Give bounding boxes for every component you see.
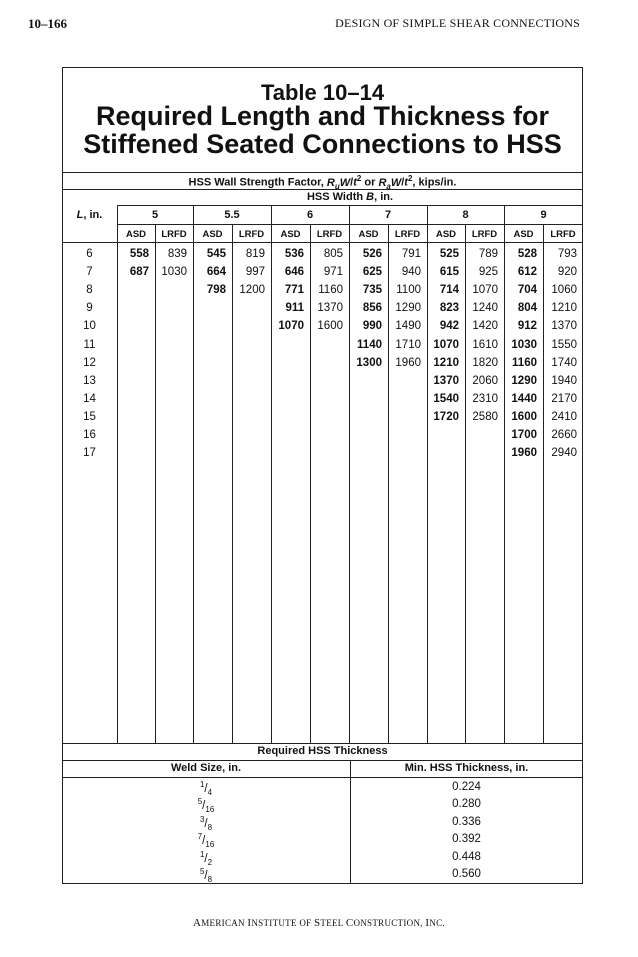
- min-thickness-value: 0.336: [452, 815, 481, 828]
- lrfd-value: 2170: [551, 392, 577, 405]
- sub-header-lrfd: LRFD: [161, 229, 187, 240]
- fraction-denominator: 8: [207, 822, 213, 832]
- asd-value: 545: [206, 248, 226, 260]
- lrfd-value: 2310: [472, 392, 498, 405]
- l-value: 6: [86, 248, 93, 260]
- asd-value: 528: [517, 248, 537, 260]
- lrfd-value: 1030: [161, 266, 187, 279]
- width-header-rule: [117, 205, 583, 206]
- lrfd-value: 1240: [472, 302, 498, 315]
- footer-text-part: A: [193, 917, 202, 929]
- lrfd-value: 1210: [551, 302, 577, 315]
- min-thickness-header: Min. HSS Thickness, in.: [404, 762, 529, 774]
- lrfd-value: 925: [478, 266, 498, 279]
- table-title-line-1: Required Length and Thickness for: [95, 101, 550, 131]
- data-bottom-rule: [62, 743, 583, 744]
- asd-value: 1070: [433, 338, 459, 351]
- sub-header-asd: ASD: [435, 229, 457, 240]
- lrfd-value: 1490: [395, 320, 421, 333]
- table-title-line-2: Stiffened Seated Connections to HSS: [83, 129, 562, 159]
- width-value: 5.5: [224, 209, 240, 221]
- footer-text-part: TEEL: [320, 918, 346, 928]
- fraction-denominator: 16: [205, 805, 215, 815]
- width-value: 7: [384, 209, 392, 221]
- lrfd-value: 1960: [395, 356, 421, 369]
- asd-value: 1030: [511, 338, 537, 351]
- lrfd-value: 2580: [472, 410, 498, 423]
- title-separator-rule: [62, 172, 583, 173]
- min-thickness-value: 0.560: [452, 868, 481, 880]
- lrfd-value: 1370: [317, 302, 343, 315]
- lrfd-value: 793: [557, 248, 577, 260]
- sub-header-asd: ASD: [513, 229, 534, 240]
- asd-value: 1960: [511, 447, 537, 460]
- asd-value: 1540: [433, 392, 459, 405]
- lrfd-value: 1600: [317, 320, 343, 333]
- lrfd-value: 1940: [551, 374, 577, 387]
- lrfd-value: 1610: [472, 338, 498, 351]
- fraction-denominator: 2: [207, 857, 213, 867]
- strength-factor-label: HSS Wall Strength Factor, $R_uW/t^2$ or $R_aW/t^2$, kips/in.: [188, 174, 457, 191]
- footer-text-part: NC.: [429, 918, 445, 928]
- column-rule: [117, 205, 118, 743]
- fraction-numerator: 7: [197, 832, 203, 842]
- asd-value: 1370: [433, 374, 459, 387]
- sub-header-asd: ASD: [358, 229, 379, 240]
- lrfd-value: 1820: [472, 356, 498, 369]
- l-value: 11: [83, 338, 96, 351]
- asd-value: 798: [206, 284, 226, 297]
- fraction-slash: /: [202, 835, 206, 848]
- l-value: 9: [86, 302, 93, 315]
- footer-text-part: C: [345, 917, 354, 929]
- width-value: 8: [462, 209, 469, 221]
- lrfd-value: 1290: [395, 302, 421, 315]
- l-value: 7: [86, 266, 93, 279]
- asd-value: 536: [284, 248, 304, 260]
- asd-value: 1700: [511, 429, 537, 441]
- footer-text-part: NSTITUTE OF: [251, 918, 314, 928]
- l-value: 8: [86, 284, 93, 297]
- fraction-numerator: 3: [199, 814, 205, 824]
- asd-value: 942: [439, 320, 459, 333]
- footer-text-part: S: [313, 917, 321, 929]
- width-value: 5: [151, 209, 159, 221]
- width-values-rule: [117, 224, 583, 225]
- table-number: Table 10–14: [260, 80, 385, 105]
- lrfd-value: 805: [323, 248, 343, 260]
- l-value: 15: [83, 410, 96, 423]
- asd-value: 558: [129, 248, 149, 260]
- lrfd-value: 1420: [472, 320, 498, 333]
- asd-value: 1440: [511, 392, 537, 405]
- asd-value: 1160: [512, 356, 537, 369]
- fraction-numerator: 1: [199, 780, 205, 789]
- sub-header-lrfd: LRFD: [394, 229, 421, 240]
- asd-value: 804: [517, 302, 537, 315]
- fraction-denominator: 8: [207, 875, 213, 885]
- lrfd-value: 1740: [551, 356, 577, 369]
- lrfd-value: 791: [401, 248, 421, 260]
- lrfd-value: 971: [323, 266, 343, 279]
- lrfd-value: 940: [401, 266, 421, 279]
- fraction-slash: /: [204, 817, 208, 830]
- footer-text-part: MERICAN: [201, 918, 248, 928]
- asd-value: 625: [362, 266, 382, 279]
- asd-value: 1140: [357, 338, 382, 351]
- min-thickness-value: 0.392: [452, 833, 481, 846]
- fraction-denominator: 16: [205, 840, 215, 850]
- l-value: 14: [83, 392, 96, 405]
- weld-size-fraction: [62, 797, 350, 814]
- footer-text-part: ONSTRUCTION,: [353, 918, 426, 928]
- lrfd-value: 1060: [551, 284, 577, 297]
- asd-value: 664: [206, 266, 226, 279]
- asd-value: 1300: [356, 356, 382, 369]
- weld-size-header: Weld Size, in.: [170, 762, 242, 774]
- lrfd-value: 819: [245, 248, 265, 260]
- lrfd-value: 1100: [396, 284, 421, 297]
- asd-value: 911: [285, 302, 304, 315]
- asd-value: 525: [439, 248, 459, 260]
- sub-header-lrfd: LRFD: [238, 229, 265, 240]
- lrfd-value: 1370: [551, 320, 577, 333]
- sub-header-lrfd: LRFD: [550, 229, 576, 240]
- lrfd-value: 2410: [551, 410, 577, 423]
- asd-value: 612: [517, 266, 537, 279]
- asd-value: 704: [517, 284, 537, 297]
- sub-header-lrfd: LRFD: [316, 229, 343, 240]
- lrfd-value: 920: [557, 266, 577, 279]
- asd-value: 615: [439, 266, 459, 279]
- lrfd-value: 1070: [472, 284, 498, 297]
- weld-size-fraction: [62, 832, 350, 849]
- column-rule: [232, 224, 233, 743]
- fraction-slash: /: [202, 800, 206, 813]
- lrfd-value: 1200: [239, 284, 265, 297]
- width-value: 9: [540, 209, 547, 221]
- asd-value: 856: [362, 302, 382, 315]
- l-value: 10: [83, 320, 96, 333]
- l-value: 13: [83, 374, 96, 387]
- fraction-slash: /: [204, 852, 208, 865]
- lrfd-value: 839: [167, 248, 187, 260]
- lrfd-value: 1550: [551, 338, 577, 351]
- min-thickness-value: 0.448: [452, 850, 481, 863]
- fraction-denominator: 4: [207, 788, 213, 798]
- l-value: 16: [83, 429, 96, 441]
- min-thickness-value: 0.280: [452, 798, 481, 811]
- l-value: 17: [83, 447, 96, 460]
- l-column-label: L, in.: [76, 209, 103, 221]
- running-head: DESIGN OF SIMPLE SHEAR CONNECTIONS: [335, 16, 580, 30]
- asd-value: 1290: [511, 374, 537, 387]
- fraction-numerator: 1: [199, 849, 205, 859]
- asd-value: 1210: [433, 356, 459, 369]
- footer-text-part: I: [247, 917, 252, 929]
- asd-value: 771: [284, 284, 304, 297]
- asd-value: 823: [439, 302, 459, 315]
- asd-value: 1070: [278, 320, 304, 333]
- asd-value: 526: [362, 248, 382, 260]
- min-thickness-value: 0.224: [452, 781, 481, 793]
- weld-size-fraction: [62, 867, 350, 884]
- thickness-header-rule: [62, 777, 583, 778]
- hss-width-label: HSS Width B, in.: [306, 191, 394, 203]
- sub-header-asd: ASD: [280, 229, 301, 240]
- lrfd-value: 2940: [551, 447, 577, 460]
- asd-value: 912: [517, 320, 537, 333]
- fraction-numerator: 5: [197, 797, 203, 807]
- table-title: [62, 102, 583, 158]
- sub-header-asd: ASD: [202, 229, 223, 240]
- page-number: 10–166: [28, 16, 67, 31]
- width-value: 6: [306, 209, 314, 221]
- sub-header-lrfd: LRFD: [471, 229, 498, 240]
- asd-value: 646: [284, 266, 304, 279]
- lrfd-value: 2660: [551, 429, 577, 441]
- lrfd-value: 789: [478, 248, 498, 260]
- lrfd-value: 1160: [318, 284, 343, 297]
- asd-value: 714: [439, 284, 459, 297]
- fraction-slash: /: [204, 869, 208, 882]
- lrfd-value: 1710: [395, 338, 421, 351]
- fraction-numerator: 5: [199, 867, 205, 876]
- asd-value: 1600: [511, 410, 537, 423]
- asd-value: 1720: [433, 410, 459, 423]
- asd-value: 990: [362, 320, 382, 333]
- l-value: 12: [83, 356, 96, 369]
- weld-size-fraction: [62, 815, 350, 832]
- footer: [0, 917, 638, 929]
- weld-size-fraction: [62, 850, 350, 867]
- footer-text-part: I: [425, 917, 430, 929]
- thickness-title-rule: [62, 760, 583, 761]
- thickness-title: Required HSS Thickness: [257, 745, 388, 757]
- lrfd-value: 2060: [472, 374, 498, 387]
- fraction-slash: /: [204, 782, 208, 795]
- column-rule: [155, 224, 156, 743]
- asd-value: 687: [129, 266, 149, 279]
- sub-header-asd: ASD: [125, 229, 147, 240]
- weld-size-fraction: [62, 780, 350, 797]
- lrfd-value: 997: [245, 266, 265, 279]
- asd-value: 735: [362, 284, 382, 297]
